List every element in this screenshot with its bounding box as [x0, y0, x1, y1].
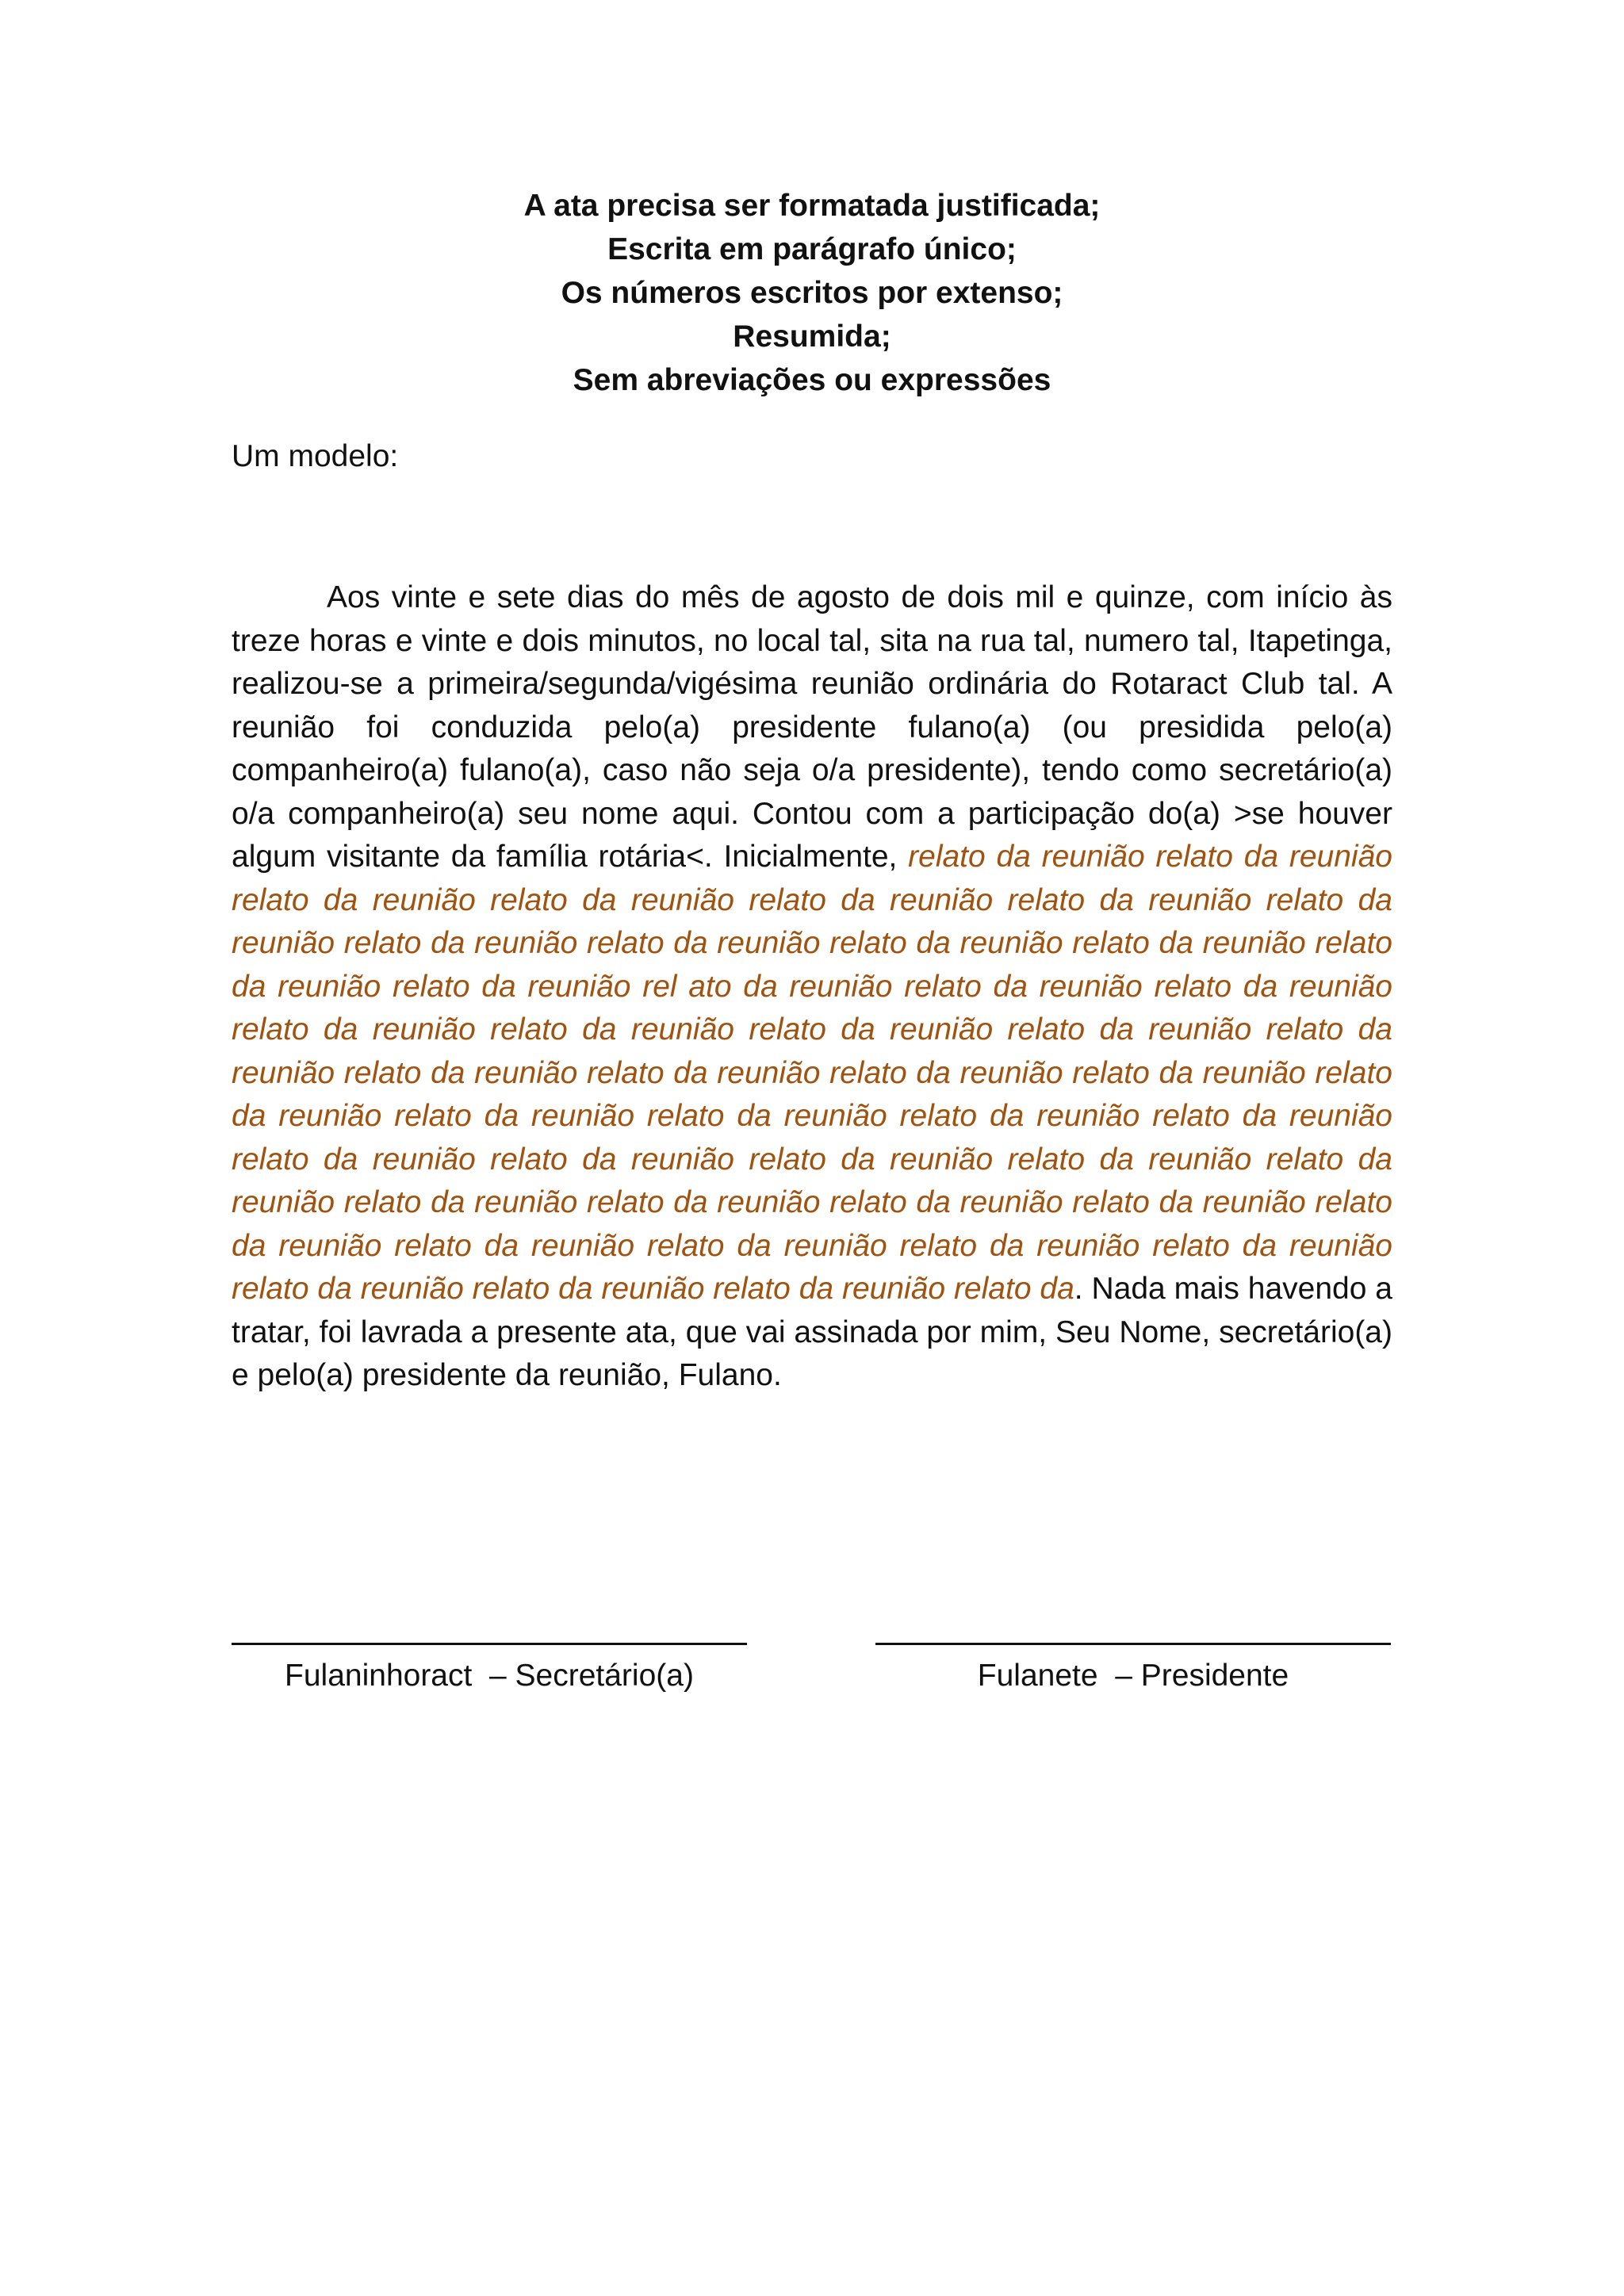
signature-line — [232, 1643, 747, 1645]
signature-secretary — [232, 1643, 747, 1696]
rule-line: Escrita em parágrafo único; — [607, 232, 1017, 266]
signature-label: Fulaninhoract – Secretário(a) — [285, 1659, 694, 1693]
signature-line — [875, 1643, 1391, 1645]
signature-president — [875, 1643, 1391, 1696]
minutes-relato-text: relato da reunião relato da reunião relato da reunião relato da reunião relato da reunião relato da reunião relato da reunião relato da reunião relato da reunião relato da reunião relato da reunião relato da reunião relato da reunião rel ato da reunião relato da reunião relato da reunião relato da reunião relato da reunião relato da reunião relato da reunião relato da reunião relato da reunião relato da reunião relato da reunião relato da reunião relato da reunião relato da reunião relato da reunião relato da reunião relato da reunião relato da reunião relato da reunião relato da reunião relato da reunião relato da reunião relato da reunião relato da reunião relato da reunião relato da reunião relato da reunião relato da reunião relato da reunião relato da reunião relato da reunião relato da reunião relato da reunião relato da reunião relato da — [232, 840, 1392, 1306]
signature-label: Fulanete – Presidente — [977, 1659, 1289, 1693]
minutes-closing-text: . Nada mais havendo a tratar, foi lavrada a presente ata, que vai assinada por mim, Seu Nome, secretário(a) e pelo(a) presidente da reunião, Fulano. — [232, 1272, 1392, 1392]
rule-line: Os números escritos por extenso; — [561, 276, 1063, 310]
intro-label: Um modelo: — [232, 439, 399, 473]
rule-line: Sem abreviações ou expressões — [573, 363, 1051, 397]
rule-line: Resumida; — [733, 320, 891, 354]
minutes-lead-text: Aos vinte e sete dias do mês de agosto de dois mil e quinze, com início às treze horas e vinte e dois minutos, no local tal, sita na rua tal, numero tal, Itapetinga, realizou-se a primeira/segunda/vigésima reunião ordinária do Rotaract Club tal. A reunião foi conduzida pelo(a) presidente fulano(a) (ou presidida pelo(a) companheiro(a) fulano(a), caso não seja o/a presidente), tendo como secretário(a) o/a companheiro(a) seu nome aqui. Contou com a participação do(a) >se houver algum visitante da família rotária<. Inicialmente, — [232, 580, 1392, 874]
minutes-paragraph — [232, 576, 1392, 1398]
rule-line: A ata precisa ser formatada justificada; — [523, 189, 1101, 223]
formatting-rules — [232, 184, 1392, 402]
